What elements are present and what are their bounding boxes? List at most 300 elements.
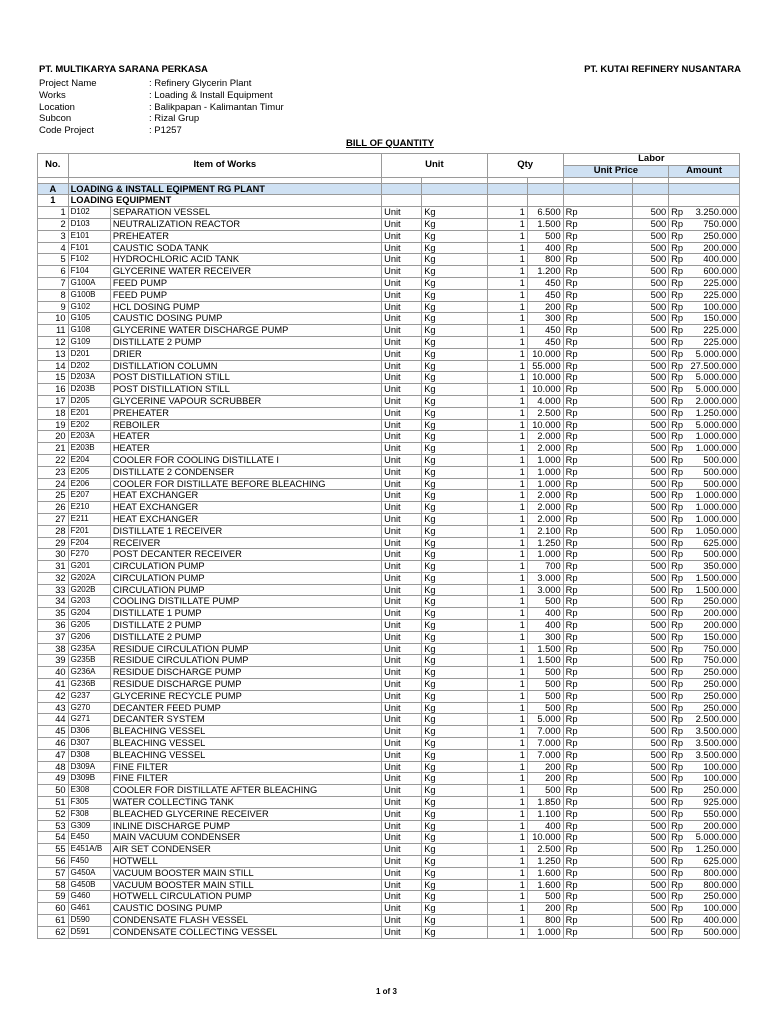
cell-amount: [669, 667, 740, 679]
cell-currency: Rp: [563, 218, 633, 230]
cell-code: D201: [68, 348, 110, 360]
amount-value: 100.000: [703, 903, 737, 914]
cell-unit: Unit: [382, 254, 422, 266]
cell-unit-price: 500: [633, 218, 669, 230]
cell-qty: 10.000: [527, 832, 563, 844]
cell-qty: 2.100: [527, 525, 563, 537]
table-row: [38, 348, 740, 360]
amount-value: 200.000: [703, 620, 737, 631]
cell-unit: Unit: [382, 277, 422, 289]
cell-currency: Rp: [563, 867, 633, 879]
cell-description: RESIDUE CIRCULATION PUMP: [110, 643, 381, 655]
cell-no: 56: [38, 856, 69, 868]
cell-uom: Kg: [422, 561, 487, 573]
table-row: [38, 891, 740, 903]
info-label: Code Project: [39, 125, 94, 137]
cell-no: 34: [38, 596, 69, 608]
cell-amount: [669, 336, 740, 348]
cell-uom: Kg: [422, 443, 487, 455]
cell-currency: Rp: [671, 502, 684, 513]
cell-uom: Kg: [422, 761, 487, 773]
cell-no: 4: [38, 242, 69, 254]
cell-currency: Rp: [671, 667, 684, 678]
cell-unit: Unit: [382, 926, 422, 938]
table-header-row: [38, 154, 740, 166]
cell-unit: Unit: [382, 207, 422, 219]
cell-count: 1: [487, 903, 527, 915]
cell-description: COOLER FOR DISTILLATE AFTER BLEACHING: [110, 785, 381, 797]
empty-cell: [527, 183, 563, 195]
cell-currency: Rp: [563, 572, 633, 584]
info-label: Location: [39, 101, 75, 113]
cell-code: F101: [68, 242, 110, 254]
cell-amount: [669, 679, 740, 691]
amount-value: 5.000.000: [695, 372, 737, 383]
cell-amount: [669, 903, 740, 915]
cell-currency: Rp: [671, 266, 684, 277]
cell-no: 30: [38, 549, 69, 561]
cell-unit-price: 500: [633, 643, 669, 655]
cell-unit-price: 500: [633, 820, 669, 832]
table-row: [38, 549, 740, 561]
amount-value: 200.000: [703, 608, 737, 619]
cell-no: 10: [38, 313, 69, 325]
cell-currency: Rp: [671, 336, 684, 347]
cell-code: E204: [68, 454, 110, 466]
amount-value: 350.000: [703, 561, 737, 572]
amount-value: 150.000: [703, 313, 737, 324]
cell-currency: Rp: [671, 714, 684, 725]
cell-code: G202B: [68, 584, 110, 596]
cell-description: CONDENSATE FLASH VESSEL: [110, 915, 381, 927]
amount-value: 225.000: [703, 277, 737, 288]
cell-unit: Unit: [382, 856, 422, 868]
table-row: [38, 761, 740, 773]
info-value: : Refinery Glycerin Plant: [149, 78, 252, 89]
cell-currency: Rp: [563, 242, 633, 254]
cell-description: REBOILER: [110, 419, 381, 431]
cell-amount: [669, 301, 740, 313]
cell-uom: Kg: [422, 490, 487, 502]
cell-currency: Rp: [563, 525, 633, 537]
cell-uom: Kg: [422, 277, 487, 289]
cell-description: GLYCERINE RECYCLE PUMP: [110, 690, 381, 702]
cell-unit-price: 500: [633, 702, 669, 714]
cell-unit: Unit: [382, 348, 422, 360]
cell-currency: Rp: [671, 608, 684, 619]
amount-value: 800.000: [703, 879, 737, 890]
cell-code: G450B: [68, 879, 110, 891]
cell-unit-price: 500: [633, 808, 669, 820]
cell-no: 48: [38, 761, 69, 773]
amount-value: 500.000: [703, 466, 737, 477]
cell-currency: Rp: [563, 549, 633, 561]
cell-unit-price: 500: [633, 856, 669, 868]
cell-currency: Rp: [671, 301, 684, 312]
table-row: [38, 702, 740, 714]
cell-unit-price: 500: [633, 230, 669, 242]
cell-unit-price: 500: [633, 773, 669, 785]
cell-uom: Kg: [422, 218, 487, 230]
amount-value: 1.000.000: [695, 502, 737, 513]
cell-uom: Kg: [422, 832, 487, 844]
cell-description: MAIN VACUUM CONDENSER: [110, 832, 381, 844]
cell-no: 1: [38, 207, 69, 219]
cell-amount: [669, 313, 740, 325]
cell-amount: [669, 915, 740, 927]
empty-cell: [382, 195, 422, 207]
cell-count: 1: [487, 891, 527, 903]
contractor-company-name: PT. MULTIKARYA SARANA PERKASA: [39, 64, 208, 75]
cell-count: 1: [487, 608, 527, 620]
cell-amount: [669, 372, 740, 384]
cell-unit: Unit: [382, 537, 422, 549]
cell-currency: Rp: [671, 679, 684, 690]
cell-currency: Rp: [671, 572, 684, 583]
cell-description: BLEACHING VESSEL: [110, 726, 381, 738]
cell-currency: Rp: [563, 596, 633, 608]
cell-unit-price: 500: [633, 454, 669, 466]
cell-unit-price: 500: [633, 903, 669, 915]
cell-currency: Rp: [563, 679, 633, 691]
table-row: [38, 525, 740, 537]
cell-currency: Rp: [671, 289, 684, 300]
table-row: [38, 749, 740, 761]
cell-uom: Kg: [422, 266, 487, 278]
cell-unit-price: 500: [633, 419, 669, 431]
cell-unit-price: 500: [633, 490, 669, 502]
cell-description: AIR SET CONDENSER: [110, 844, 381, 856]
cell-code: E203A: [68, 431, 110, 443]
cell-currency: Rp: [563, 513, 633, 525]
cell-uom: Kg: [422, 903, 487, 915]
col-header-labor: Labor: [563, 154, 739, 166]
cell-count: 1: [487, 207, 527, 219]
cell-code: D205: [68, 395, 110, 407]
table-row: [38, 738, 740, 750]
amount-value: 1.500.000: [695, 584, 737, 595]
cell-qty: 10.000: [527, 419, 563, 431]
cell-code: G271: [68, 714, 110, 726]
amount-value: 225.000: [703, 336, 737, 347]
cell-description: POST DECANTER RECEIVER: [110, 549, 381, 561]
cell-no: 2: [38, 218, 69, 230]
cell-currency: Rp: [563, 266, 633, 278]
amount-value: 550.000: [703, 808, 737, 819]
amount-value: 600.000: [703, 266, 737, 277]
cell-code: G105: [68, 313, 110, 325]
cell-description: NEUTRALIZATION REACTOR: [110, 218, 381, 230]
cell-unit-price: 500: [633, 879, 669, 891]
cell-no: 40: [38, 667, 69, 679]
cell-count: 1: [487, 714, 527, 726]
cell-qty: 1.000: [527, 466, 563, 478]
cell-currency: Rp: [563, 832, 633, 844]
cell-unit-price: 500: [633, 313, 669, 325]
table-row: [38, 277, 740, 289]
cell-unit-price: 500: [633, 289, 669, 301]
col-header-qty: Qty: [487, 154, 563, 178]
cell-uom: Kg: [422, 714, 487, 726]
table-row: [38, 313, 740, 325]
cell-qty: 450: [527, 277, 563, 289]
cell-amount: [669, 525, 740, 537]
cell-amount: [669, 856, 740, 868]
cell-unit-price: 500: [633, 915, 669, 927]
cell-description: HEAT EXCHANGER: [110, 513, 381, 525]
cell-description: DISTILLATE 2 PUMP: [110, 336, 381, 348]
cell-code: E205: [68, 466, 110, 478]
cell-currency: Rp: [563, 620, 633, 632]
cell-amount: [669, 537, 740, 549]
cell-currency: Rp: [671, 384, 684, 395]
cell-uom: Kg: [422, 690, 487, 702]
cell-no: 26: [38, 502, 69, 514]
cell-code: F201: [68, 525, 110, 537]
amount-value: 1.000.000: [695, 490, 737, 501]
table-row: [38, 537, 740, 549]
cell-code: G203: [68, 596, 110, 608]
amount-value: 5.000.000: [695, 419, 737, 430]
cell-code: E202: [68, 419, 110, 431]
amount-value: 1.500.000: [695, 572, 737, 583]
cell-no: 31: [38, 561, 69, 573]
cell-description: FINE FILTER: [110, 761, 381, 773]
cell-amount: [669, 513, 740, 525]
amount-value: 2.500.000: [695, 714, 737, 725]
cell-unit: Unit: [382, 844, 422, 856]
table-row: [38, 443, 740, 455]
cell-qty: 700: [527, 561, 563, 573]
cell-count: 1: [487, 631, 527, 643]
cell-currency: Rp: [563, 230, 633, 242]
cell-uom: Kg: [422, 419, 487, 431]
cell-no: 20: [38, 431, 69, 443]
info-value: : Balikpapan - Kalimantan Timur: [149, 101, 284, 113]
cell-amount: [669, 797, 740, 809]
cell-code: F102: [68, 254, 110, 266]
cell-qty: 1.600: [527, 879, 563, 891]
amount-value: 100.000: [703, 773, 737, 784]
cell-uom: Kg: [422, 384, 487, 396]
cell-currency: Rp: [671, 867, 684, 878]
amount-value: 750.000: [703, 655, 737, 666]
cell-unit-price: 500: [633, 360, 669, 372]
cell-currency: Rp: [563, 738, 633, 750]
cell-code: F104: [68, 266, 110, 278]
table-row: [38, 631, 740, 643]
cell-currency: Rp: [563, 313, 633, 325]
cell-currency: Rp: [563, 254, 633, 266]
cell-unit: Unit: [382, 631, 422, 643]
cell-count: 1: [487, 620, 527, 632]
cell-count: 1: [487, 915, 527, 927]
cell-code: D309A: [68, 761, 110, 773]
cell-count: 1: [487, 879, 527, 891]
cell-count: 1: [487, 325, 527, 337]
table-row: [38, 289, 740, 301]
cell-unit: Unit: [382, 620, 422, 632]
cell-count: 1: [487, 726, 527, 738]
cell-description: COOLER FOR DISTILLATE BEFORE BLEACHING: [110, 478, 381, 490]
cell-unit-price: 500: [633, 832, 669, 844]
cell-description: DISTILLATE 2 PUMP: [110, 620, 381, 632]
cell-no: 36: [38, 620, 69, 632]
cell-qty: 10.000: [527, 372, 563, 384]
table-row: [38, 395, 740, 407]
amount-value: 3.500.000: [695, 726, 737, 737]
cell-code: E451A/B: [68, 844, 110, 856]
cell-uom: Kg: [422, 313, 487, 325]
cell-no: 39: [38, 655, 69, 667]
amount-value: 500.000: [703, 454, 737, 465]
cell-currency: Rp: [563, 773, 633, 785]
cell-qty: 400: [527, 608, 563, 620]
amount-value: 250.000: [703, 690, 737, 701]
cell-qty: 5.000: [527, 714, 563, 726]
cell-count: 1: [487, 867, 527, 879]
cell-unit: Unit: [382, 820, 422, 832]
cell-amount: [669, 749, 740, 761]
cell-unit-price: 500: [633, 738, 669, 750]
cell-qty: 7.000: [527, 749, 563, 761]
cell-code: F204: [68, 537, 110, 549]
cell-unit: Unit: [382, 690, 422, 702]
amount-value: 3.500.000: [695, 749, 737, 760]
cell-currency: Rp: [563, 667, 633, 679]
cell-uom: Kg: [422, 254, 487, 266]
cell-code: G201: [68, 561, 110, 573]
cell-currency: Rp: [563, 395, 633, 407]
cell-unit-price: 500: [633, 348, 669, 360]
cell-amount: [669, 230, 740, 242]
cell-description: HEAT EXCHANGER: [110, 502, 381, 514]
cell-unit: Unit: [382, 266, 422, 278]
cell-code: G461: [68, 903, 110, 915]
cell-no: 5: [38, 254, 69, 266]
amount-value: 27.500.000: [690, 360, 737, 371]
cell-description: SEPARATION VESSEL: [110, 207, 381, 219]
cell-currency: Rp: [671, 879, 684, 890]
cell-count: 1: [487, 254, 527, 266]
cell-currency: Rp: [671, 325, 684, 336]
cell-no: 33: [38, 584, 69, 596]
cell-description: PREHEATER: [110, 230, 381, 242]
cell-count: 1: [487, 761, 527, 773]
cell-count: 1: [487, 820, 527, 832]
cell-amount: [669, 242, 740, 254]
cell-unit-price: 500: [633, 277, 669, 289]
amount-value: 5.000.000: [695, 384, 737, 395]
cell-unit: Unit: [382, 749, 422, 761]
cell-unit: Unit: [382, 443, 422, 455]
cell-count: 1: [487, 478, 527, 490]
cell-count: 1: [487, 785, 527, 797]
table-row: [38, 856, 740, 868]
cell-qty: 4.000: [527, 395, 563, 407]
cell-description: BLEACHING VESSEL: [110, 749, 381, 761]
cell-uom: Kg: [422, 643, 487, 655]
info-value: : Rizal Grup: [149, 113, 200, 125]
cell-currency: Rp: [563, 407, 633, 419]
cell-no: 46: [38, 738, 69, 750]
cell-unit-price: 500: [633, 407, 669, 419]
cell-uom: Kg: [422, 926, 487, 938]
cell-description: VACUUM BOOSTER MAIN STILL: [110, 867, 381, 879]
table-row: [38, 266, 740, 278]
cell-currency: Rp: [671, 431, 684, 442]
cell-count: 1: [487, 749, 527, 761]
cell-qty: 55.000: [527, 360, 563, 372]
cell-currency: Rp: [671, 454, 684, 465]
cell-no: 19: [38, 419, 69, 431]
cell-uom: Kg: [422, 584, 487, 596]
cell-no: 38: [38, 643, 69, 655]
cell-no: 52: [38, 808, 69, 820]
cell-no: 13: [38, 348, 69, 360]
cell-qty: 6.500: [527, 207, 563, 219]
cell-code: G236B: [68, 679, 110, 691]
cell-unit: Unit: [382, 726, 422, 738]
cell-uom: Kg: [422, 207, 487, 219]
cell-code: G460: [68, 891, 110, 903]
cell-qty: 450: [527, 336, 563, 348]
cell-unit: Unit: [382, 372, 422, 384]
cell-code: G450A: [68, 867, 110, 879]
cell-code: F450: [68, 856, 110, 868]
cell-currency: Rp: [671, 738, 684, 749]
cell-count: 1: [487, 395, 527, 407]
table-row: [38, 572, 740, 584]
cell-no: 9: [38, 301, 69, 313]
cell-description: CAUSTIC DOSING PUMP: [110, 903, 381, 915]
table-row: [38, 502, 740, 514]
cell-uom: Kg: [422, 513, 487, 525]
cell-uom: Kg: [422, 289, 487, 301]
cell-unit: Unit: [382, 218, 422, 230]
cell-description: COOLER FOR COOLING DISTILLATE I: [110, 454, 381, 466]
cell-unit-price: 500: [633, 325, 669, 337]
cell-qty: 1.500: [527, 218, 563, 230]
cell-uom: Kg: [422, 749, 487, 761]
info-value: : Loading & Install Equipment: [149, 89, 273, 101]
cell-qty: 7.000: [527, 726, 563, 738]
cell-no: 49: [38, 773, 69, 785]
cell-count: 1: [487, 808, 527, 820]
cell-amount: [669, 584, 740, 596]
cell-no: 25: [38, 490, 69, 502]
cell-qty: 1.600: [527, 867, 563, 879]
cell-unit-price: 500: [633, 620, 669, 632]
cell-unit: Unit: [382, 738, 422, 750]
cell-unit: Unit: [382, 785, 422, 797]
cell-currency: Rp: [563, 301, 633, 313]
cell-unit: Unit: [382, 490, 422, 502]
cell-description: WATER COLLECTING TANK: [110, 797, 381, 809]
cell-count: 1: [487, 301, 527, 313]
cell-uom: Kg: [422, 738, 487, 750]
cell-currency: Rp: [671, 749, 684, 760]
empty-cell: [669, 195, 740, 207]
info-value: : P1257: [149, 125, 182, 137]
cell-amount: [669, 395, 740, 407]
cell-qty: 400: [527, 820, 563, 832]
cell-code: F308: [68, 808, 110, 820]
cell-currency: Rp: [671, 832, 684, 843]
amount-value: 1.000.000: [695, 513, 737, 524]
cell-qty: 1.200: [527, 266, 563, 278]
cell-amount: [669, 643, 740, 655]
